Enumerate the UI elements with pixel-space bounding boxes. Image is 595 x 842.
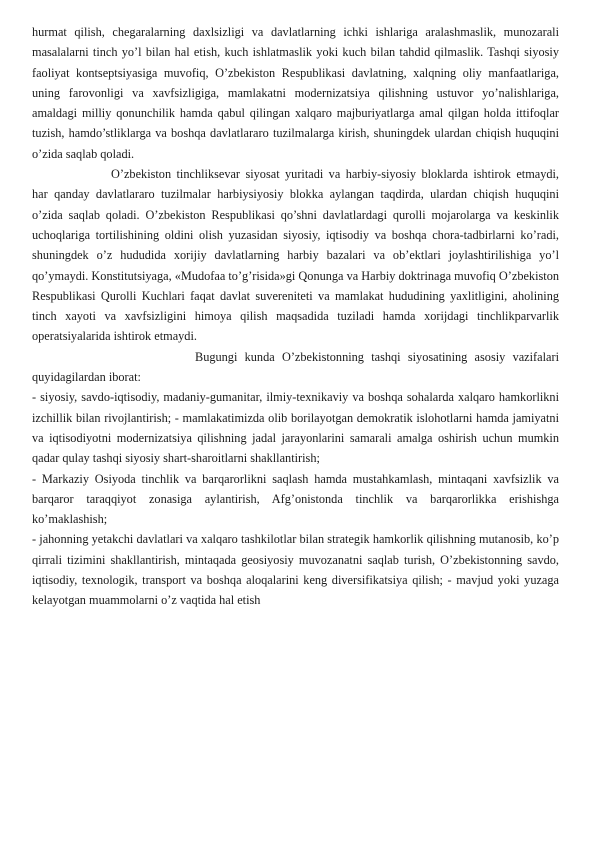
paragraph-task-strategic-partnership: - jahonning yetakchi davlatlari va xalqaro tashkilotlar bilan strategik hamkorlik qilishning mutanosib, ko’p qirrali tizimini shakllantirish, mintaqada geosiyosiy muvozanatni saqlab turish, O’zbekistonning savdo, iqtisodiy, texnologik, transport va boshqa aloqalarini keng diversifikatsiya qilish; - mavjud yoki yuzaga kelayotgan muammolarni o’z vaqtida hal etish — [32, 532, 559, 608]
paragraph-main-tasks-intro: Bugungi kunda O’zbekistonning tashqi siyosatining asosiy vazifalari quyidagilardan iborat: — [32, 349, 559, 385]
document-page — [32, 22, 559, 611]
paragraph-peaceful-policy: O’zbekiston tinchliksevar siyosat yuritadi va harbiy-siyosiy bloklarda ishtirok etmaydi, har qanday davlatlararo tuzilmalar harbiysiyosiy blokka aylangan taqdirda, ulardan chiqish huquqini o’zida saqlab qoladi. O’zbekiston Respublikasi qo’shni davlatlardagi qurolli mojarolarga va keskinlik uchoqlariga tortilishining oldini olish yuzasidan siyosiy, iqtisodiy va boshqa chora-tadbirlarni ko’radi, shuningdek o’z hududida xorijiy davlatlarning harbiy bazalari va ob’ektlari joylashtirilishiga yo’l qo’ymaydi. Konstitutsiyaga, «Mudofaa to’g’risida»gi Qonunga va Harbiy doktrinaga muvofiq O’zbekiston Respublikasi Qurolli Kuchlari faqat davlat suvereniteti va mamlakat hududining yaxlitligini, aholining tinch xayoti va xavfsizligini himoya qilish maqsadida tuziladi hamda xorijdagi tinchlikparvarlik operatsiyalarida ishtirok etmaydi. — [32, 167, 559, 344]
paragraph-task-central-asia: - Markaziy Osiyoda tinchlik va barqarorlikni saqlash hamda mustahkamlash, mintaqani xavfsizlik va barqaror taraqqiyot zonasiga aylantirish, Afg’onistonda tinchlik va barqarorlikka erishishga ko’maklashish; — [32, 471, 559, 527]
paragraph-task-cooperation: - siyosiy, savdo-iqtisodiy, madaniy-gumanitar, ilmiy-texnikaviy va boshqa sohalarda xalqaro hamkorlikni izchillik bilan rivojlantirish; - mamlakatimizda olib borilayotgan demokratik islohotlarni hamda jamiyatni va iqtisodiyotni modernizatsiya qilishning jadal jarayonlarini samarali amalga oshirish uchun mumkin qadar qulay tashqi siyosiy shart-sharoitlarni shakllantirish; — [32, 390, 559, 466]
paragraph-principles: hurmat qilish, chegaralarning daxlsizligi va davlatlarning ichki ishlariga aralashmaslik, munozarali masalalarni tinch yo’l bilan hal etish, kuch ishlatmaslik yoki kuch bilan tahdid qilmaslik. Tashqi siyosiy faoliyat kontseptsiyasiga muvofiq, O’zbekiston Respublikasi davlatning, xalqning oliy manfaatlariga, uning farovonligi va xavfsizligiga, mamlakatni modernizatsiya qilishning ustuvor yo’nalishlariga, amaldagi milliy qonunchilik hamda qabul qilingan xalqaro majburiyatlarga amal qilgan holda ittifoqlar tuzish, hamdo’stliklarga va boshqa davlatlararo tuzilmalarga kirish, shuningdek ulardan chiqish huquqini o’zida saqlab qoladi. — [32, 25, 559, 161]
